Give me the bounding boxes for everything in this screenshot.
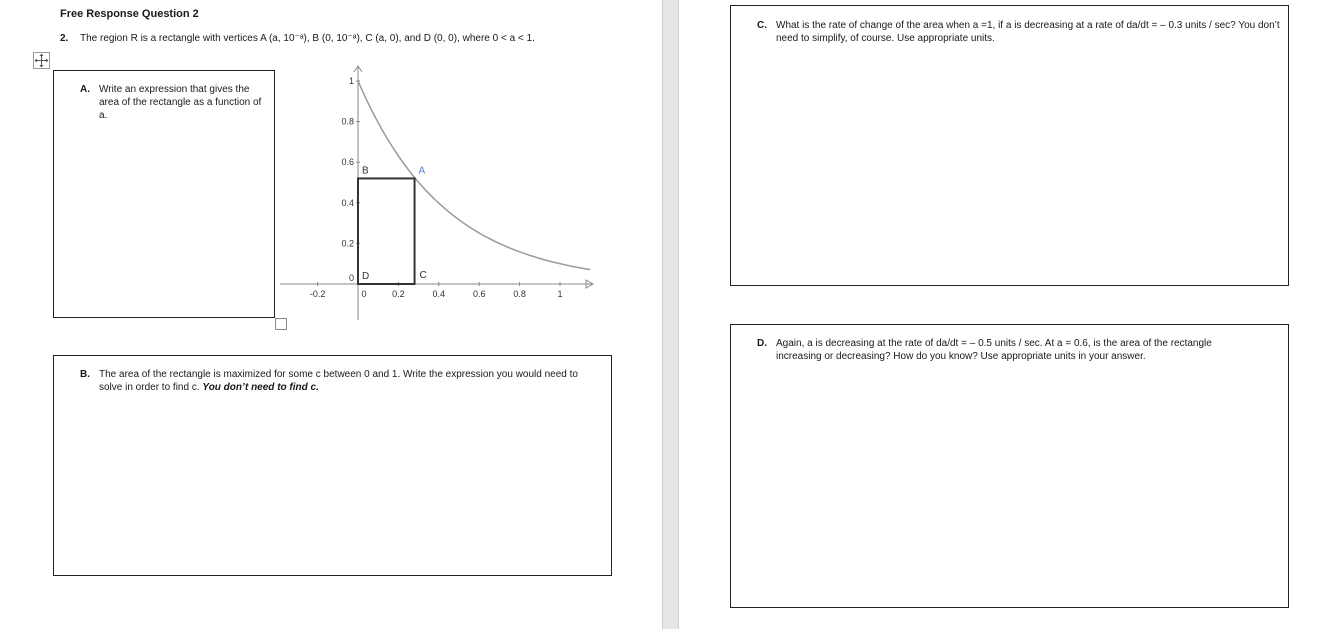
x-tick-label: 0.4 bbox=[432, 289, 446, 299]
x-ticks bbox=[310, 282, 563, 299]
document-page-left bbox=[0, 0, 662, 629]
answer-box-d[interactable] bbox=[730, 324, 1289, 608]
y-tick-label: 1 bbox=[348, 76, 354, 86]
y-tick-label: 0.6 bbox=[341, 157, 354, 168]
vertex-labels bbox=[362, 165, 427, 282]
part-c-prompt bbox=[757, 19, 1282, 45]
vertex-label-d: D bbox=[362, 271, 370, 282]
part-c-text: What is the rate of change of the area when a =1, if a is decreasing at a rate of da/dt = – 0.3 units / sec? You don’t need to simplify, of course. Use appropriate units. bbox=[776, 20, 1280, 44]
table-resize-handle[interactable] bbox=[275, 318, 287, 330]
page-gutter bbox=[662, 0, 679, 629]
part-d-text: Again, a is decreasing at the rate of da/dt = – 0.5 units / sec. At a = 0.6, is the area of the rectangle increasing or decreasing? How do you know? Use appropriate units in your answer. bbox=[776, 338, 1212, 362]
x-tick-label: 0.8 bbox=[513, 289, 526, 299]
rectangle-r bbox=[358, 178, 415, 284]
move-arrows-icon bbox=[34, 53, 49, 68]
question-text: The region R is a rectangle with vertices A (a, 10⁻ᵃ), B (0, 10⁻ᵃ), C (a, 0), and D (0, 0), where 0 < a < 1. bbox=[80, 33, 535, 44]
answer-box-c[interactable] bbox=[730, 5, 1289, 286]
document-page-right bbox=[679, 0, 1338, 629]
x-tick-label: 0 bbox=[361, 289, 367, 299]
part-a-label: A. bbox=[80, 84, 90, 95]
graph-figure bbox=[272, 60, 602, 325]
part-c-label: C. bbox=[757, 20, 767, 31]
part-b-emphasis: You don’t need to find c. bbox=[202, 382, 319, 393]
x-tick-label: 1 bbox=[557, 289, 563, 299]
part-d-prompt bbox=[757, 337, 1257, 363]
question-statement bbox=[60, 33, 535, 44]
part-b-prompt bbox=[80, 368, 595, 394]
part-b-text: The area of the rectangle is maximized for some c between 0 and 1. Write the expression you would need to solve in order to find c. bbox=[99, 369, 578, 393]
part-b-label: B. bbox=[80, 369, 90, 380]
question-number: 2. bbox=[60, 33, 69, 44]
vertex-label-a: A bbox=[418, 165, 426, 177]
exponential-curve bbox=[358, 81, 590, 270]
part-a-prompt bbox=[80, 83, 270, 122]
y-tick-label: 0.2 bbox=[341, 238, 354, 249]
x-tick-label: 0.6 bbox=[472, 289, 486, 299]
part-d-label: D. bbox=[757, 338, 767, 349]
x-tick-label: -0.2 bbox=[309, 289, 326, 299]
page-title: Free Response Question 2 bbox=[60, 8, 199, 20]
y-tick-label: 0.4 bbox=[341, 197, 354, 208]
y-tick-label: 0.8 bbox=[341, 116, 354, 127]
vertex-label-c: C bbox=[419, 270, 427, 281]
vertex-label-b: B bbox=[362, 165, 369, 177]
part-a-text: Write an expression that gives the area of the rectangle as a function of a. bbox=[99, 84, 262, 121]
table-move-handle[interactable] bbox=[33, 52, 50, 69]
y-origin-label: 0 bbox=[348, 273, 354, 283]
x-tick-label: 0.2 bbox=[392, 289, 405, 299]
